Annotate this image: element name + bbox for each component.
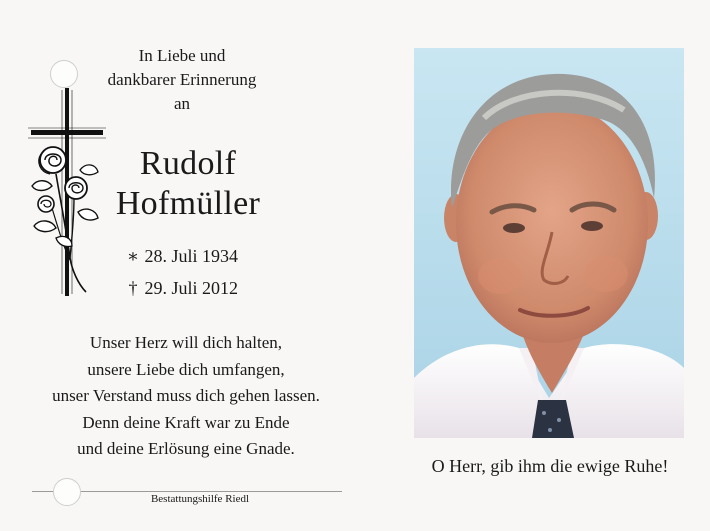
intro-line-1: In Liebe und [138, 46, 226, 65]
portrait-illustration [414, 48, 684, 438]
punch-hole-top [50, 60, 78, 88]
poem [14, 330, 358, 463]
poem-line: und deine Erlösung eine Gnade. [77, 439, 295, 458]
first-name: Rudolf [139, 145, 237, 182]
poem-line: Denn deine Kraft war zu Ende [82, 412, 290, 432]
portrait-photo [414, 48, 684, 438]
funeral-home-name: Bestattungshilfe Riedl [110, 492, 290, 506]
death-cross-icon: † [128, 278, 138, 298]
birth-star-icon: ∗ [126, 246, 140, 266]
intro-line-3: an [173, 94, 191, 113]
death-row [126, 272, 238, 304]
death-date: 29. Juli 2012 [144, 278, 239, 298]
deceased-name [100, 144, 276, 224]
punch-hole-bottom [53, 478, 81, 506]
birth-date: 28. Juli 1934 [144, 246, 239, 266]
intro-line-2: dankbarer Erinnerung [107, 70, 257, 89]
last-name: Hofmüller [115, 185, 261, 222]
cross-with-roses-icon [26, 88, 110, 298]
poem-line: unser Verstand muss dich gehen lassen. [52, 386, 320, 405]
prayer-text: O Herr, gib ihm die ewige Ruhe! [431, 456, 669, 476]
intro-text [82, 44, 282, 116]
poem-line: unsere Liebe dich umfangen, [87, 359, 285, 379]
life-dates [126, 240, 238, 304]
birth-row [126, 240, 238, 272]
poem-line: Unser Herz will dich halten, [89, 333, 283, 352]
